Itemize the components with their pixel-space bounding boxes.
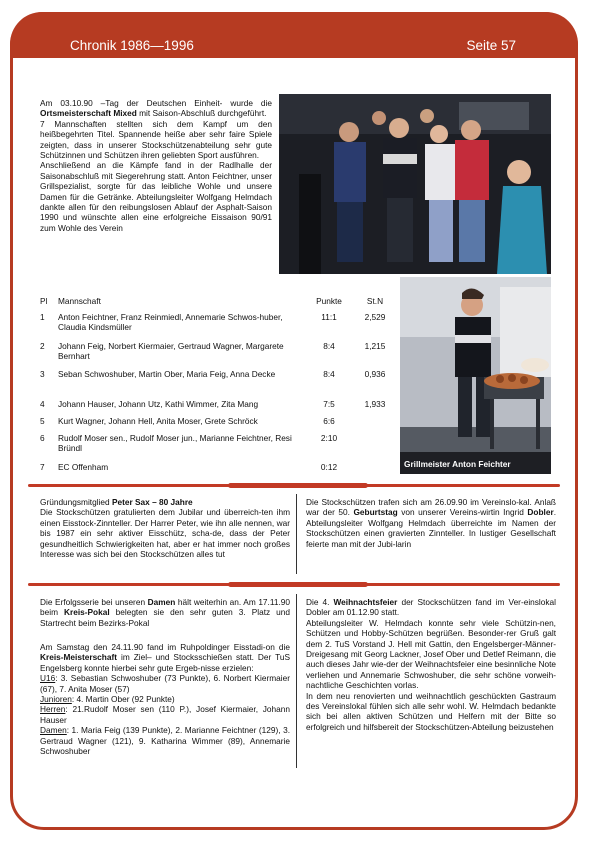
weihnacht-text-a: Die 4. (306, 597, 334, 607)
kreis-text-b: im Ziel– und Stocksschießen statt. Der TuS Engelsberg konnte hierbei sehr gute Ergeb-nisse erzielen: (40, 652, 290, 673)
row-team: Johann Hauser, Johann Utz, Kathi Wimmer, Zita Mang (58, 399, 259, 409)
damen-article (40, 597, 290, 628)
row-pl: 3 (40, 369, 45, 379)
row-pl: 7 (40, 462, 45, 472)
damen-results: : 1. Maria Feig (139 Punkte), 2. Marianne Feichtner (129), 3. Gertraud Wagner (121), 9. Katharina Wimmer (89), Annemarie Schwoshuber (40, 725, 290, 757)
birthday-article (40, 497, 290, 559)
row-team: Rudolf Moser sen., Rudolf Moser jun., Marianne Feichtner, Resi Bründl (58, 433, 292, 454)
row-stn: 1,933 (364, 399, 386, 409)
junioren-label: Junioren (40, 694, 72, 705)
page-header (10, 12, 578, 58)
row-stn: 1,215 (364, 341, 386, 351)
birthday-title-a: Gründungsmitglied (40, 497, 112, 507)
section-divider (28, 484, 560, 487)
row-stn: 2,529 (364, 312, 386, 322)
row-team: Seban Schwoshuber, Martin Ober, Maria Feig, Anna Decke (58, 369, 276, 379)
row-team: Kurt Wagner, Johann Hell, Anita Moser, Grete Schröck (58, 416, 258, 426)
u16-results: : 3. Sebastian Schwoshuber (73 Punkte), 6. Norbert Kiermaier (67), 7. Anita Moser (57) (40, 673, 290, 694)
row-points: 8:4 (323, 341, 335, 351)
row-pl: 5 (40, 416, 45, 426)
row-pl: 4 (40, 399, 45, 409)
u16-label: U16 (40, 673, 56, 684)
birthday-body: Die Stockschützen gratulierten dem Jubilar und überreich-ten ihm einen Eisstock-Zinnteller. Der Harrer Peter, wie ihn alle nennen, war bis 1987 ein sehr aktiver Eisschütz, scha-de, dass der Peter gesundheitlich Schwierigkeiten hat, aber er hat immer noch großes Interesse was sich bei den Stockschützen alles tut (40, 507, 290, 560)
weihnacht-text-b: der Stockschützen fand im Ver-einslokal Dobler am 01.12.90 statt. (306, 597, 556, 618)
group-photo (279, 94, 551, 274)
dobler-article (306, 497, 556, 549)
row-team: Anton Feichtner, Franz Reinmiedl, Annemarie Schwos-huber, Claudia Kindsmüller (58, 312, 283, 333)
weihnacht-paragraph-2: Abteilungsleiter W. Helmdach konnte sehr viele Schützin-nen, Schützen und Hobby-Schützen begrüßen. Besonder-rer Gruß galt dem 2. TuS Vorstand J. Hell mit Gattin, den Engelsberger-Männer-Dreigesang mit Georg Lackner, Josef Ober und Detlef Reimann, die auch dieses Jahr wie-der der Weihnachtsfeier eine besinnliche Note verliehen und Annemarie Schwoshuber, die sehr schöne vorweih-nachtliche Geschichten vorlas. (306, 617, 556, 691)
intro-bold: Ortsmeisterschaft Mixed (40, 108, 137, 119)
weihnacht-article (306, 597, 556, 732)
intro-text-b: mit Saison-Abschluß durchgeführt. (136, 108, 267, 119)
row-team: Johann Feig, Norbert Kiermaier, Gertraud Wagner, Margarete Bernhart (58, 341, 284, 362)
weihnacht-paragraph-3: In dem neu renovierten und weihnachtlich geschückten Gastraum des Vereinslokal fühlen sich alle sehr wohl. W. Helmdach bedankte sich bei allen aktiven Schützen und Helfern mit der Bitte so erfolgreich und hilfsbereit der Stockschützen-Abteilung beizustehen (306, 690, 556, 732)
damen-text-b: hält weiterhin an. Am 17.11.90 beim (40, 597, 291, 618)
row-points: 0:12 (320, 462, 338, 472)
kreis-bold: Kreis-Meisterschaft (40, 652, 118, 663)
kreis-article (40, 642, 290, 756)
header-team: Mannschaft (58, 296, 101, 306)
column-separator (296, 494, 297, 574)
row-pl: 6 (40, 433, 45, 443)
dobler-text-c: . Abteilungsleiter Wolfgang Helmdach überreichte im Namen der Stockschützen einen gravierten Zinnteller. In lustiger Gesellschaft feierte man mit der Jubi-larin (306, 507, 556, 549)
chronicle-title: Chronik 1986—1996 (70, 38, 194, 53)
header-points: Punkte (316, 296, 342, 306)
section-divider (28, 583, 560, 586)
dobler-bold-2: Dobler (527, 507, 554, 518)
intro-article (40, 98, 272, 233)
row-team: EC Offenham (58, 462, 109, 472)
damen-bold-1: Damen (147, 597, 176, 607)
dobler-text-b: von unserer Vereins-wirtin Ingrid (397, 507, 528, 518)
page-number: Seite 57 (466, 38, 516, 53)
kreis-text-a: Am Samstag den 24.11.90 fand im Ruhpoldinger Eisstadi-on die (40, 642, 290, 652)
intro-paragraph-2: 7 Mannschaften stellten sich dem Kampf um den heißbegehrten Titel. Spannende heiße aber sehr faire Spiele zeigten, dass in unserer Stockschützenabteilung sehr gute Schützinnen und Schützen ihren geliebten Sport ausführen. (40, 118, 272, 161)
header-pl: Pl (40, 296, 48, 306)
dobler-bold-1: Geburtstag (353, 507, 398, 518)
photo-caption: Grillmeister Anton Feichter (404, 459, 511, 469)
row-pl: 1 (40, 312, 45, 322)
birthday-title-bold: Peter Sax – 80 Jahre (111, 497, 193, 507)
damen-bold-2: Kreis-Pokal (63, 607, 110, 618)
column-separator (296, 594, 297, 768)
row-points: 7:5 (323, 399, 335, 409)
herren-label: Herren (40, 704, 66, 715)
damen-label: Damen (40, 725, 67, 736)
damen-text-a: Die Erfolgsserie bei unseren (40, 597, 148, 607)
herren-results: : 21.Rudolf Moser sen (110 P.), Josef Kiermaier, Johann Hauser (40, 704, 290, 725)
grill-photo (400, 277, 551, 474)
intro-paragraph-3: Anschließend an die Kämpfe fand in der Radlhalle der Saisonabschluß mit Siegerehrung statt. Anton Feichtner, unser Grillspezialist, sorgte für das leibliche Wohle und unsere Damen für die Getränke. Abteilungsleiter Wolfgang Helmdach dankte allen für den reibungslosen Ablauf der Asphalt-Saison 1990 und wünschte allen eine erfolgreiche Eissaison 90/91 zum Wohle des Verein (40, 160, 272, 233)
row-points: 11:1 (321, 312, 337, 322)
row-pl: 2 (40, 341, 45, 351)
junioren-results: : 4. Martin Ober (92 Punkte) (71, 694, 175, 705)
weihnacht-bold: Weihnachtsfeier (333, 597, 398, 607)
intro-text-a: Am 03.10.90 –Tag der Deutschen Einheit- wurde die (40, 98, 272, 108)
row-points: 6:6 (323, 416, 335, 426)
damen-text-c: belegten sie den sehr guten 3. Platz und Startrecht beim Bezirks-Pokal (40, 607, 290, 628)
row-stn: 0,936 (364, 369, 386, 379)
row-points: 2:10 (320, 433, 338, 443)
dobler-text-a: Die Stockschützen trafen sich am 26.09.90 im Vereinslo-kal. Anlaß war der 50. (306, 497, 556, 518)
row-points: 8:4 (323, 369, 335, 379)
header-stn: St.N (366, 296, 384, 306)
